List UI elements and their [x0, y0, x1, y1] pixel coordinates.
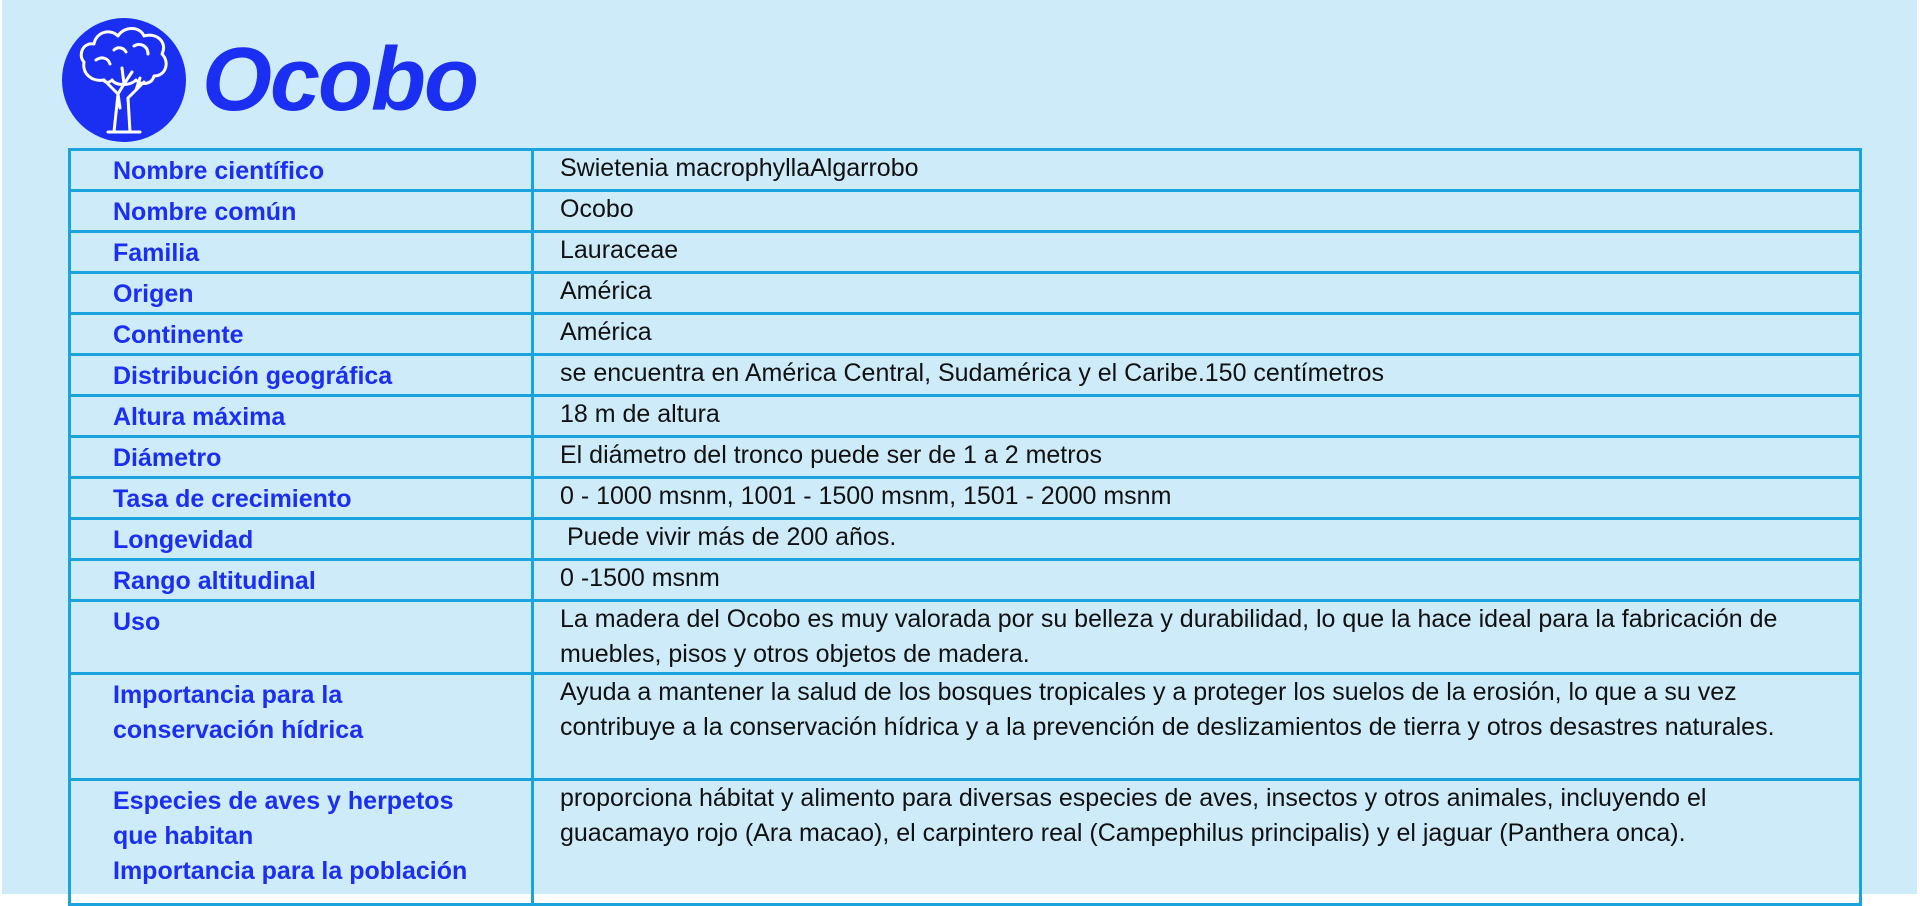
row-label: Familia: [70, 232, 533, 273]
row-label: Continente: [70, 314, 533, 355]
row-value: Lauraceae: [533, 232, 1861, 273]
row-label: Nombre común: [70, 191, 533, 232]
row-value: 0 - 1000 msnm, 1001 - 1500 msnm, 1501 - 2000 msnm: [533, 478, 1861, 519]
table-row: [70, 674, 1861, 780]
row-value: Puede vivir más de 200 años.: [533, 519, 1861, 560]
row-label: Distribución geográfica: [70, 355, 533, 396]
row-value: La madera del Ocobo es muy valorada por su belleza y durabilidad, lo que la hace ideal para la fabricación de muebles, pisos y otros objetos de madera.: [533, 601, 1861, 674]
row-label: Nombre científico: [70, 150, 533, 191]
table-row: [70, 150, 1861, 191]
row-value: Ocobo: [533, 191, 1861, 232]
row-value: América: [533, 314, 1861, 355]
row-label: Longevidad: [70, 519, 533, 560]
row-label: Rango altitudinal: [70, 560, 533, 601]
tree-icon: [62, 18, 186, 142]
row-label: Uso: [70, 601, 533, 674]
row-value: 0 -1500 msnm: [533, 560, 1861, 601]
page-background: [2, 0, 1917, 894]
header: [62, 17, 477, 142]
row-label: Importancia para la conservación hídrica: [70, 674, 533, 780]
table-row: [70, 519, 1861, 560]
page-title: Ocobo: [202, 29, 477, 130]
table-row: [70, 314, 1861, 355]
table-row: [70, 396, 1861, 437]
info-table: [68, 148, 1862, 906]
table-row: [70, 191, 1861, 232]
row-value: Ayuda a mantener la salud de los bosques tropicales y a proteger los suelos de la erosión, lo que a su vez contribuye a la conservación hídrica y a la prevención de deslizamientos de tierra y otros desastres naturales.: [533, 674, 1861, 780]
row-value: El diámetro del tronco puede ser de 1 a 2 metros: [533, 437, 1861, 478]
table-row: [70, 273, 1861, 314]
row-value: América: [533, 273, 1861, 314]
row-label: Tasa de crecimiento: [70, 478, 533, 519]
table-row: [70, 437, 1861, 478]
row-value: se encuentra en América Central, Sudamérica y el Caribe.150 centímetros: [533, 355, 1861, 396]
row-label: Origen: [70, 273, 533, 314]
table-row: [70, 478, 1861, 519]
table-row: [70, 355, 1861, 396]
row-label: Especies de aves y herpetos que habitan Importancia para la población: [70, 780, 533, 905]
row-value: proporciona hábitat y alimento para diversas especies de aves, insectos y otros animales, incluyendo el guacamayo rojo (Ara macao), el carpintero real (Campephilus principalis) y el jaguar (Panthera onca).: [533, 780, 1861, 905]
row-label: Altura máxima: [70, 396, 533, 437]
row-label: Diámetro: [70, 437, 533, 478]
row-value: 18 m de altura: [533, 396, 1861, 437]
table-row: [70, 780, 1861, 905]
table-row: [70, 232, 1861, 273]
row-value: Swietenia macrophyllaAlgarrobo: [533, 150, 1861, 191]
table-row: [70, 601, 1861, 674]
table-row: [70, 560, 1861, 601]
